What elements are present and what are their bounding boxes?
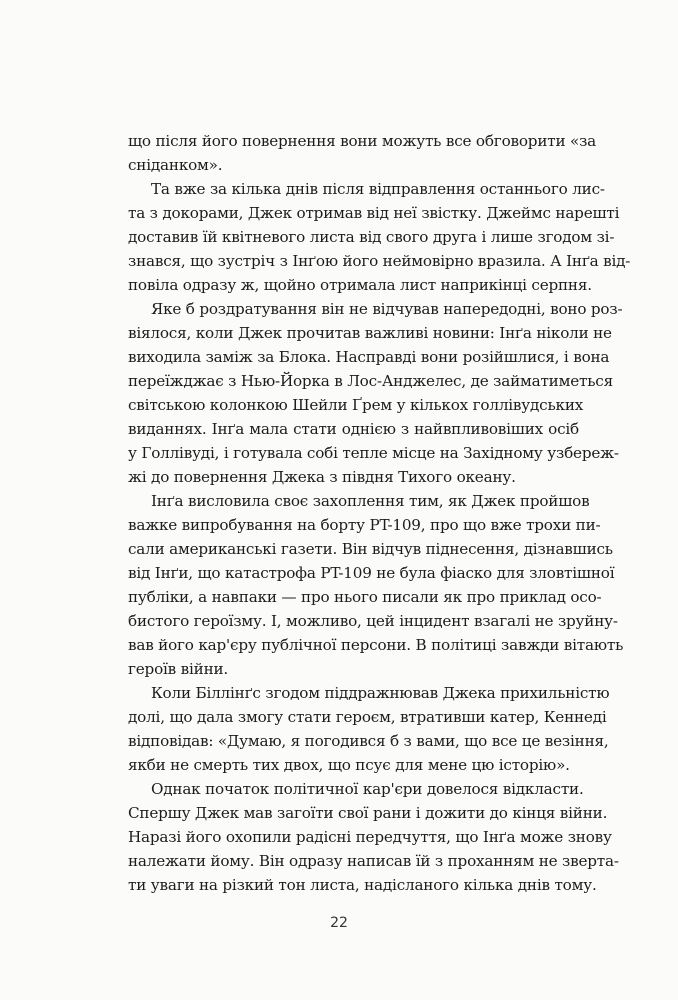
text-line: що після його повернення вони можуть все обговорити «за bbox=[128, 132, 597, 150]
text-line: Однак початок політичної кар'єри довелося відкласти. bbox=[151, 780, 584, 798]
text-line: віялося, коли Джек прочитав важливі новини: Інґа ніколи не bbox=[128, 324, 612, 342]
paragraph bbox=[128, 777, 619, 897]
paragraph bbox=[128, 681, 610, 777]
text-line: Коли Біллінґс згодом піддражнював Джека прихильністю bbox=[151, 684, 610, 702]
text-line: відповідав: «Думаю, я погодився б з вами, що все це везіння, bbox=[128, 732, 609, 750]
paragraph bbox=[128, 489, 624, 681]
text-line: переїжджає з Нью-Йорка в Лос-Анджелес, де займатиметься bbox=[128, 372, 613, 390]
text-line: Спершу Джек мав загоїти свої рани і дожити до кінця війни. bbox=[128, 804, 608, 822]
text-line: Яке б роздратування він не відчував напередодні, воно роз- bbox=[151, 300, 623, 318]
text-line: доставив їй квітневого листа від свого друга і лише згодом зі- bbox=[128, 228, 615, 246]
text-line: якби не смерть тих двох, що псує для мене цю історію». bbox=[128, 756, 570, 774]
text-line: повіла одразу ж, щойно отримала лист наприкінці серпня. bbox=[128, 276, 592, 294]
paragraph bbox=[128, 297, 623, 489]
text-line: долі, що дала змогу стати героєм, втративши катер, Кеннеді bbox=[128, 708, 607, 726]
paragraph bbox=[128, 129, 597, 177]
text-line: бистого героїзму. І, можливо, цей інцидент взагалі не зруйну- bbox=[128, 612, 618, 630]
text-line: належати йому. Він одразу написав їй з проханням не зверта- bbox=[128, 852, 619, 870]
text-line: Та вже за кілька днів після відправлення останнього лис- bbox=[151, 180, 605, 198]
text-line: від Інґи, що катастрофа PT-109 не була фіаско для зловтішної bbox=[128, 564, 615, 582]
text-line: важке випробування на борту PT-109, про що вже трохи пи- bbox=[128, 516, 601, 534]
text-line: сніданком». bbox=[128, 156, 223, 174]
text-line: Наразі його охопили радісні передчуття, що Інґа може знову bbox=[128, 828, 612, 846]
text-line: світською колонкою Шейли Ґрем у кількох голлівудських bbox=[128, 396, 584, 414]
text-line: та з докорами, Джек отримав від неї звістку. Джеймс нарешті bbox=[128, 204, 620, 222]
paragraph bbox=[128, 177, 631, 297]
text-line: виходила заміж за Блока. Насправді вони розійшлися, і вона bbox=[128, 348, 610, 366]
text-line: героїв війни. bbox=[128, 660, 229, 678]
text-line: виданнях. Інґа мала стати однією з найвпливовіших осіб bbox=[128, 420, 579, 438]
text-line: сали американські газети. Він відчув піднесення, дізнавшись bbox=[128, 540, 613, 558]
text-line: публіки, а навпаки — про нього писали як про приклад осо- bbox=[128, 588, 602, 606]
text-line: вав його кар'єру публічної персони. В політиці завжди вітають bbox=[128, 636, 624, 654]
text-line: Інґа висловила своє захоплення тим, як Джек пройшов bbox=[151, 492, 590, 510]
page-number: 22 bbox=[330, 915, 348, 931]
text-line: у Голлівуді, і готувала собі тепле місце на Західному узбереж- bbox=[128, 444, 619, 462]
text-line: знався, що зустріч з Інґою його неймовірно вразила. А Інґа від- bbox=[128, 252, 631, 270]
text-line: ти уваги на різкий тон листа, надісланого кілька днів тому. bbox=[128, 876, 597, 894]
body-text bbox=[128, 129, 631, 897]
text-line: жі до повернення Джека з півдня Тихого океану. bbox=[128, 468, 516, 486]
